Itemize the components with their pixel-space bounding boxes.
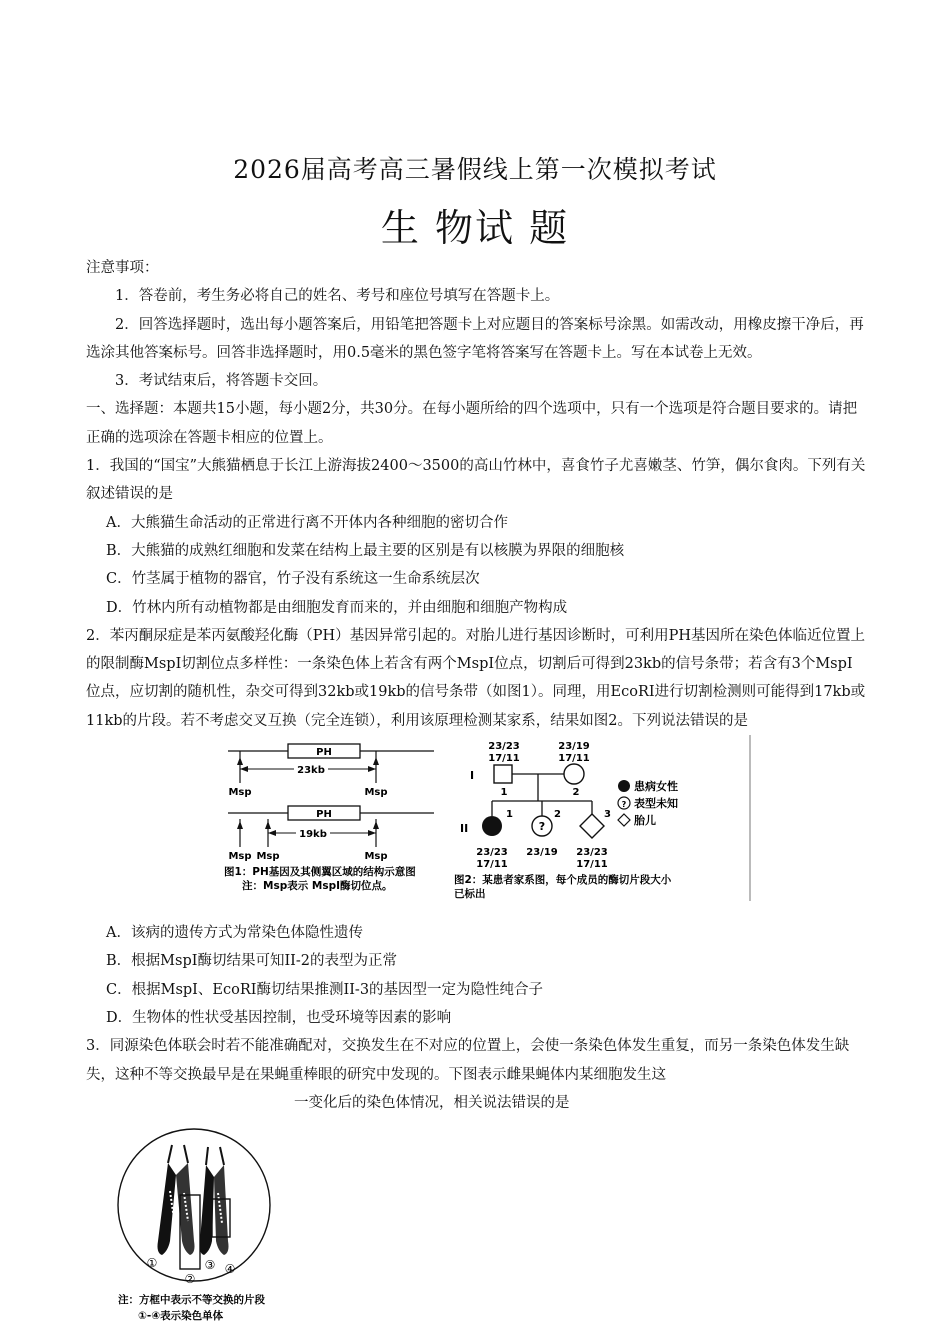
i1-number: 1: [500, 787, 508, 799]
ii2-msp-label: 23/19: [526, 847, 558, 859]
ii3-number: 3: [604, 809, 611, 821]
figure-1-caption: 图1：PH基因及其侧翼区域的结构示意图: [224, 866, 416, 879]
legend-fetus: 胎儿: [634, 814, 656, 828]
figure-3-note: 注：方框中表示不等交换的片段: [118, 1294, 265, 1307]
generation-ii-label: II: [460, 822, 469, 836]
legend-unknown-phenotype: 表型未知: [634, 797, 678, 811]
msp-label: Msp: [228, 851, 252, 863]
chromatid-label-1: ①: [146, 1256, 158, 1271]
ii2-number: 2: [554, 809, 561, 821]
figure-1-ph-gene-diagram: [224, 735, 440, 919]
length-19kb-label: 19kb: [299, 829, 327, 841]
q2-figures: [86, 735, 866, 919]
q3-stem-tail: 一变化后的染色体情况，相关说法错误的是: [294, 1094, 570, 1111]
q2-option-d: D．生物体的性状受基因控制，也受环境等因素的影响: [106, 1009, 452, 1026]
i1-ecori-label: 17/11: [488, 753, 520, 765]
ii3-fetus-symbol: [580, 814, 604, 838]
ii1-number: 1: [506, 809, 513, 821]
notice-item: 3．考试结束后，将答题卡交回。: [115, 373, 328, 390]
i2-female-symbol: [564, 764, 584, 784]
legend-fetus-icon: [618, 814, 630, 826]
q2-option-c: C．根据MspI、EcoRI酶切结果推测II-3的基因型一定为隐性纯合子: [106, 981, 544, 998]
question-3-stem: [86, 1032, 866, 1117]
legend-affected-female-icon: [618, 780, 630, 792]
q1-option-c: C．竹茎属于植物的器官，竹子没有系统这一生命系统层次: [106, 571, 480, 588]
section-heading: 一、选择题：本题共15小题，每小题2分，共30分。在每小题所给的四个选项中，只有一个选项是符合题目要求的。请把正确的选项涂在答题卡相应的位置上。: [86, 401, 858, 446]
question-1-stem: 1．我国的“国宝”大熊猫栖息于长江上游海拔2400～3500的高山竹林中，喜食竹子尤喜嫩茎、竹笋，偶尔食肉。下列有关叙述错误的是: [86, 458, 866, 503]
q2-option-b: B．根据MspI酶切结果可知II-2的表型为正常: [106, 953, 398, 970]
msp-label: Msp: [364, 787, 388, 799]
msp-label: Msp: [364, 851, 388, 863]
i1-msp-label: 23/23: [488, 741, 520, 753]
legend-affected-female: 患病女性: [634, 780, 678, 794]
notice-item: 1．答卷前，考生务必将自己的姓名、考号和座位号填写在答题卡上。: [115, 288, 560, 305]
ii3-msp-label: 23/23: [576, 847, 608, 859]
i2-msp-label: 23/19: [558, 741, 590, 753]
q2-option-a: A．该病的遗传方式为常染色体隐性遗传: [106, 925, 363, 942]
figure-1-note: 注：Msp表示 MspI酶切位点。: [242, 880, 393, 893]
question-mark: ?: [538, 820, 546, 834]
i2-ecori-label: 17/11: [558, 753, 590, 765]
notice-item: 2．回答选择题时，选出每小题答案后，用铅笔把答题卡上对应题目的答案标号涂黑。如需改动，用橡皮擦干净后，再选涂其他答案标号。回答非选择题时，用0.5毫米的黑色签字笔将答案写在答题卡上。写在本试卷上无效。: [86, 316, 864, 361]
msp-label: Msp: [228, 787, 252, 799]
figure-3-chromosome-diagram: [116, 1123, 316, 1327]
ii1-affected-female-symbol: [482, 816, 502, 836]
chromatid-label-2: ②: [184, 1272, 196, 1287]
legend-question-mark: ?: [621, 800, 627, 810]
q1-option-d: D．竹林内所有动植物都是由细胞发育而来的，并由细胞和细胞产物构成: [106, 599, 568, 616]
ii1-msp-label: 23/23: [476, 847, 508, 859]
ph-label: PH: [316, 809, 332, 821]
figure-2-caption: 图2：某患者家系图，每个成员的酶切片段大小: [454, 874, 672, 887]
figure-3-note-2: ①-④表示染色单体: [138, 1310, 224, 1323]
q3-stem-text: 3．同源染色体联会时若不能准确配对，交换发生在不对应的位置上，会使一条染色体发生重复，而另一条染色体发生缺失，这种不等交换最早是在果蝇重棒眼的研究中发现的。下图表示雌果蝇体内某细胞发生这: [86, 1038, 850, 1083]
question-2-stem: 2．苯丙酮尿症是苯丙氨酸羟化酶（PH）基因异常引起的。对胎儿进行基因诊断时，可利用PH基因所在染色体临近位置上的限制酶MspI切割位点多样性：一条染色体上若含有两个MspI位点，切割后可得到23kb的信号条带；若含有3个MspI位点，应切割的随机性，杂交可得到32kb或19kb的信号条带（如图1）。同理，用EcoRI进行切割检测则可能得到17kb或11kb的片段。若不考虑交叉互换（完全连锁），利用该原理检测某家系，结果如图2。下列说法错误的是: [86, 627, 866, 729]
i2-number: 2: [572, 787, 580, 799]
ii3-ecori-label: 17/11: [576, 859, 608, 871]
q3-figure-row: [86, 1117, 866, 1323]
ph-label: PH: [316, 747, 332, 759]
figure-2-pedigree: [454, 735, 754, 919]
q1-option-a: A．大熊猫生命活动的正常进行离不开体内各种细胞的密切合作: [106, 514, 508, 531]
chromatid-label-3: ③: [204, 1258, 216, 1273]
ii1-ecori-label: 17/11: [476, 859, 508, 871]
exam-body: [86, 254, 866, 1323]
notice-heading: 注意事项：: [86, 260, 159, 276]
exam-title: 2026届高考高三暑假线上第一次模拟考试: [233, 155, 717, 184]
msp-label: Msp: [256, 851, 280, 863]
length-23kb-label: 23kb: [297, 765, 325, 777]
chromatid-label-4: ④: [224, 1262, 236, 1277]
i1-male-symbol: [494, 765, 512, 783]
generation-i-label: I: [470, 769, 475, 783]
subject-title: 生 物试 题: [380, 206, 570, 250]
figure-2-caption-cont: 已标出: [454, 888, 486, 901]
q1-option-b: B．大熊猫的成熟红细胞和发菜在结构上最主要的区别是有以核膜为界限的细胞核: [106, 542, 625, 559]
